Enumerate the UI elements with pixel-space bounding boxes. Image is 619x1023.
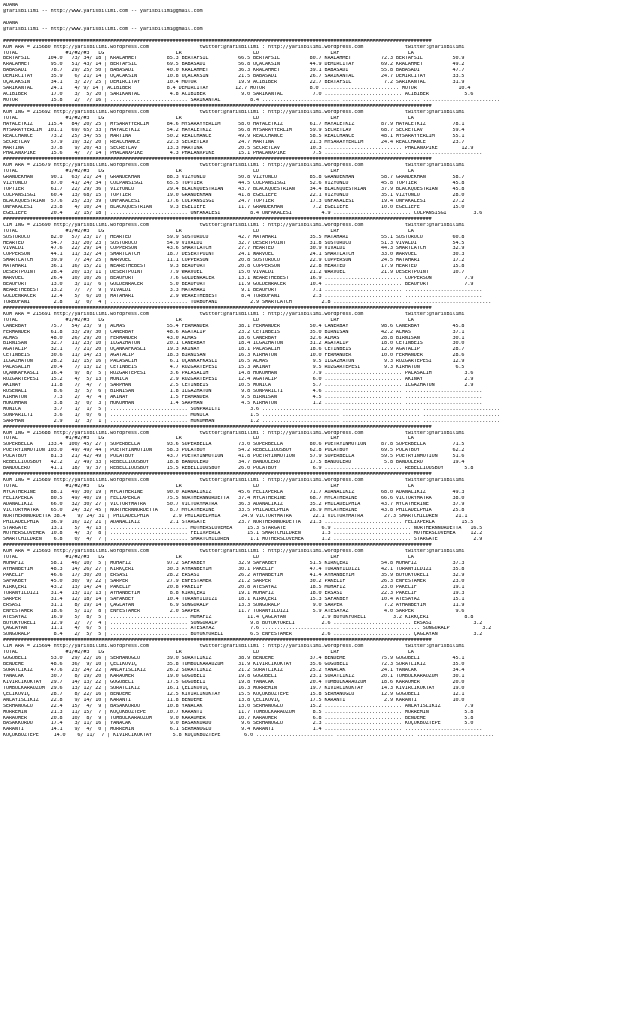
horse-row: BABASADI 78.7 29/ 25/ 50 | BABASADI 40.0 KRALAHMET 36.3 KRALAHMET 39.1 BABASADI 55.8 BABASADI 47.7 <box>3 68 465 74</box>
horse-row: ÇAGLAYAN 11.1 4/ 6/ 5 | .......................... ATESAYAZ 7.6 .......................... .......................... SUNGURALP 3.2 <box>3 626 492 632</box>
horse-row: BEAUFORT 13.0 3/ 11/ 6 | GOLDENRACER 5.0 BEAUFORT 11.9 GOLDENRACER 10.4 .......................... BEAUFORT 7.9 <box>3 282 474 288</box>
section-divider: ################################################################################################################################################ <box>3 638 432 644</box>
horse-row: SERHANOGLU 22.4 15/ 4/ 9 | BASAKKURDU 10.8 YANACAK 13.0 SERHANOGLU 15.2 .......................... ANLAYISLIKIZ 7.9 <box>3 703 474 709</box>
column-header-row: TOTAL #1/#2/#3 LG LR LD LRF LA <box>3 436 414 442</box>
horse-row: FERMANDER 61.8 33/ 29/ 30 | CANERBAY 48.6 AGATALIP 23.2 CETINBEIS 35.0 BIRNISAN 42.2 ALMAS 37.1 <box>3 329 465 335</box>
horse-row: PAKELIF 46.6 17/ 30/ 20 | ERSASI 28.2 ERSASI 26.2 AYHANBEYIM 41.4 AYHANBEYIM 35.9 BÜYÜKYÖRELI 32.9 <box>3 573 465 578</box>
horse-row: ADANALIKIZ 66.0 32/ 30/ 27 | VICTORYMATRA 50.7 VICTORYMATRA 36.3 ADANALIKIZ 35.2 PHILADELPHIA 43.7 MYCATHERINE 37.9 <box>3 501 465 507</box>
horse-row: POLATBOY 81.3 21/ 42/ 49 | POLATBOY 43.7 POETRYINMOTION 41.8 POETRYINMOTION 57.9 SUPERBELLA 59.5 POETRYINMOTION 51.6 <box>3 454 465 460</box>
horse-row: VIVALDI 47.6 22/ 29/ 14 | COPPERSON 43.6 SMARTLATCH 27.7 HEARTED 30.9 VIVALDI 44.3 SMARTLATCH 32.9 <box>3 246 465 252</box>
horse-row: MYCATHERINE 88.1 49/ 30/ 19 | MYCATHERINE 90.0 ADANALIKIZ 45.6 FELIXPERLA 71.7 ADANALIKIZ 68.0 ADANALIKIZ 49.3 <box>3 489 465 495</box>
race-header: KUM ING = 215688 http://yarisbilimi.wordpress.com twitter:@YarisBilimi : http://yarisbilimi.wordpress.com twitter:@YarisBilimi <box>3 430 465 436</box>
horse-row: ATESAYAZ 16.9 5/ 8/ 5 | .......................... MUHAFIZ 11.4 ÇAGLAYAN 2.9 BÜYÜKYÖRELI 3.2 KIRKÇERI 8.8 <box>3 614 474 620</box>
horse-row: DESERTPOINT 28.4 20/ 13/ 11 | DESERTPOINT 7.9 WARVOEL 15.0 VIVALDI 21.2 WARVOEL 21.9 DESERTPOINT 10.7 <box>3 270 465 276</box>
horse-row: YANACAK 30.7 8/ 19/ 20 | KARAÖMER 19.0 GÖGÜBELI 19.8 GÖGÜBELI 23.1 SÜRATLIKIZ 20.1 TUMBULKARAÜZÜM 30.1 <box>3 673 465 679</box>
horse-row: SUSTURUCU 82.0 57/ 23/ 17 | HEARTED 59.9 SUSTURUCU 42.7 MATAHARI 35.5 MATAHARI 55.1 SUSTURUCU 60.8 <box>3 234 465 240</box>
race-header: KUM ARA = 215693 http://yarisbilimi.wordpress.com twitter:@YarisBilimi : http://yarisbilimi.wordpress.com twitter:@YarisBilimi <box>3 549 465 555</box>
horse-row: SARPER 31.4 12/ 18/ 14 | SAFAKBEY 10.4 TURANYILDIZI 18.1 KIRKÇERI 15.3 SAFAKBEY 10.4 ATESAYAZ 15.1 <box>3 596 465 602</box>
horse-row: HAYALETKIZ 115.4 84/ 20/ 25 | MYSARAYYERLIM 84.6 MYSARAYYERLIM 58.0 HAYALETKIZ 61.7 HAYALETKIZ 87.9 HAYALETKIZ 78.1 <box>3 121 465 127</box>
horse-row: TURBOFANI 2.8 1/ 0/ 4 | .......................... TURBOFANI 2.9 SMARTLATCH 2.8 .......................... .......................... <box>3 299 492 305</box>
horse-row: RUSENALI 8.6 3/ 5/ 6 | BIRNISAN 1.8 ILGAZHATUN 9.8 SONPARILTI 4.6 .......................... .......................... <box>3 388 483 394</box>
horse-row: PHILADELPHIA 36.9 16/ 12/ 21 | ADANALIKIZ 2.1 STARGATE 23.7 NORTHERNNURDETTA 21.3 .......................... FELIXPERLA 15.5 <box>3 519 474 525</box>
horse-row: COLPANSISGI 60.4 13/ 68/ 15 | TOPTIER 19.0 GRANDEKHAN 41.8 EGELIEFE 22.1 VIZYONLU 35.1 VIZYONLU 28.0 <box>3 193 465 198</box>
column-header-row: TOTAL #1/#2/#3 LG LR LD LRF LA <box>3 317 414 323</box>
horse-row: KÜÇÜKBOZTEPE 14.0 6/ 11/ 7 | KIVIRCIKOKTAY 5.8 KÜÇÜKBOZTEPE 6.0 .......................... .......................... .......................... <box>3 733 495 739</box>
horse-row: VIZYONLU 87.0 41/ 24/ 34 | COLPANSISGI 65.5 TOPTIER 44.5 COLPANSISGI 52.6 VIZYONLU 45.8 TOPTIER 45.8 <box>3 181 465 187</box>
horse-row: POETRYINMOTION 103.0 49/ 49/ 44 | POETRYINMOTION 58.3 POLATBOY 54.2 REBELLIOUSBOY 62.8 POLATBOY 69.5 POLATBOY 62.2 <box>3 448 465 454</box>
horse-row: MOTHERSLOVEMEA 10.8 4/ 3/ 8 | .......................... FELIXPERLA 15.1 SMARTCHILDREN 1.3 .......................... MOTHERSLOVEMEA 12.2 <box>3 531 483 537</box>
horse-row: ALMAS 48.0 26/ 29/ 20 | FERMANDER 43.0 ALMAS 18.6 CANERBAY 32.6 ALMAS 28.8 BIRNISAN 30.1 <box>3 335 465 341</box>
horse-row: HÜKÜMHAN 3.8 3/ 0/ 3 | HÜKÜMHAN 1.4 SARPHAN 4.5 KIRHATUN 1.2 .......................... .......................... <box>3 400 483 406</box>
section-divider: ################################################################################################################################################ <box>3 305 432 311</box>
venue-title: ADANA <box>3 3 18 8</box>
horse-row: ANLAYISLIKIZ 22.8 9/ 14/ 10 | KARANTI 11.8 BENDEME 13.8 ÇELIKOVIÇ 17.5 KARANTI 2.9 KARANTI 10.0 <box>3 697 465 703</box>
horse-row: FELIXPERLA 80.5 49/ 40/ 19 | FELIXPERLA 75.5 NORTHERNNURDETTA 37.4 MYCATHERINE 68.7 MYCATHERINE 66.6 VICTORYMATRA 38.0 <box>3 495 465 501</box>
column-header-row: TOTAL #1/#2/#3 LG LR LD LRF LA <box>3 115 414 121</box>
section-divider: ################################################################################################################################################ <box>3 157 432 163</box>
horse-row: NORTHERNNURDETTA 38.4 9/ 24/ 31 | PHILADELPHIA 2.9 PHILADELPHIA 24.9 VICTORYMATRA 22.1 VICTORYMATRA 27.3 SMARTCHILDREN 21.1 <box>3 513 468 519</box>
horse-row: AYHANBEYIM 48.3 14/ 26/ 27 | KIRKÇERI 30.3 AYHANBEYIM 30.1 PAKELIF 47.4 TURANYILDIZI 42.1 TURANYILDIZI 35.8 <box>3 567 465 573</box>
horse-row: VICTORYMATRA 65.0 24/ 32/ 45 | NORTHERNNURDETTA 8.7 MYCATHERINE 33.5 PHILADELPHIA 26.9 MYCATHERINE 43.8 PHILADELPHIA 25.8 <box>3 507 465 513</box>
column-header-row: TOTAL #1/#2/#3 LG LR LD LRF LA <box>3 483 414 489</box>
horse-row: KIRKÇERI 43.2 13/ 14/ 24 | PAKELIF 20.8 PAKELIF 20.8 ATESAYAZ 18.5 MUHAFIZ 23.0 PAKELIF 19.1 <box>3 584 465 590</box>
horse-row: MYSARAYYERLIM 101.1 69/ 65/ 33 | HAYALETKIZ 54.2 HAYALETKIZ 56.8 MYSARAYYERLIM 59.9 SECRETLAV 68.7 SECRETLAV 59.4 <box>3 127 465 133</box>
source-credit: @YarisBilimi -- http://www.yarisbilimi.com -- yarisbilimi@gmail.com <box>3 8 203 14</box>
horse-row: REBELLIOUSBOY 42.2 2/ 49/ 33 | REBELLIOUSBOY 18.8 BANDOLERO 34.7 BANDOLERO 17.5 BANDOLERO 5.8 BANDOLERO 19.4 <box>3 460 465 466</box>
source-credit: @YarisBilimi -- http://www.yarisbilimi.com -- yarisbilimi@gmail.com <box>3 26 203 32</box>
horse-row: KIVIRCIKOKTAY 29.7 14/ 13/ 22 | GÖGÜBELI 17.5 GÖGÜBELI 19.8 YANACAK 20.4 TUMBULKARAÜZÜM 18.6 KARAÖMER 20.0 <box>3 679 465 685</box>
race-header: KUM ING = 215692 http://yarisbilimi.wordpress.com twitter:@YarisBilimi : http://yarisbilimi.wordpress.com twitter:@YarisBilimi <box>3 109 465 115</box>
column-header-row: TOTAL #1/#2/#3 LG LR LD LRF LA <box>3 169 414 175</box>
horse-row: EGELIEFE 20.4 2/ 15/ 18 | .......................... UNFAKALESI 8.4 UNFAKALESI 4.9 .......................... COLPANSISGI 3.6 <box>3 210 483 216</box>
horse-row: PHALANXPIKE 15.6 4/ 7/ 14 | PHALANXPIKE 4.3 PHALANXPIKE 15.1 PHALANXPIKE 7.5 .......................... .......................... <box>3 151 483 157</box>
horse-row: SUNGURALP 8.4 2/ 5/ 5 | .......................... BÜYÜKYÖRELI 6.5 ENFESTAMER 2.6 .......................... ÇAGLAYAN 3.2 <box>3 632 483 638</box>
horse-row: COPPERSON 44.1 11/ 32/ 24 | SMARTLATCH 18.7 DESERTPOINT 24.1 WARVOEL 24.1 SMARTLATCH 33.0 WARVOEL 30.3 <box>3 252 465 258</box>
horse-row: GÖGÜBELI 53.0 29/ 22/ 16 | SERHANOGLU 39.0 SÜRATLIKIZ 38.9 BENDEME 37.4 BENDEME 75.9 GÖGÜBELI 45.1 <box>3 656 465 662</box>
race-header: CIM ARA = 215694 http://yarisbilimi.wordpress.com twitter:@YarisBilimi : http://yarisbilimi.wordpress.com twitter:@YarisBilimi <box>3 644 465 650</box>
race-header: KUM ARA = 215679 http://yarisbilimi.wordpress.com twitter:@YarisBilimi : http://yarisbilimi.wordpress.com twitter:@YarisBilimi <box>3 163 465 169</box>
section-divider: ################################################################################################################################################ <box>3 216 432 222</box>
horse-row: MUHAFIZ 58.1 46/ 10/ 5 | MUHAFIZ 97.2 SAFAKBEY 32.9 SAFAKBEY 51.5 KIRKÇERI 54.8 MUHAFIZ 37.3 <box>3 561 465 567</box>
horse-row: UÇANKAFKASLI 16.4 9/ 8/ 5 | RUZGARTEPESI 3.6 PALASALIH 14.8 HÜKÜMHAN 7.9 .......................... PALASALIH 3.6 <box>3 371 474 377</box>
horse-row: KRALAHMET 95.0 51/ 43/ 14 | BERTAFSIL 69.5 BABASADI 56.8 UÇACAKSIN 44.9 DEMIRCITAY 69.2 KRALAHMET 49.2 <box>3 62 465 68</box>
horse-row: MARTINA 37.8 9/ 20/ 43 | SECRETLAV 13.3 MARTINA 20.5 SECRETLAV 10.3 .......................... PHALANXPIKE 12.9 <box>3 145 474 151</box>
horse-row: GOLDENRACER 12.4 5/ 6/ 10 | MATAHARI 2.9 WEARETHEBEST 8.4 TURBOFANI 2.3 .......................... .......................... <box>3 293 483 299</box>
horse-row: SECRETLAV 57.9 19/ 32/ 20 | REALCHANCE 22.3 SECRETLAV 24.7 MARTINA 21.3 MYSARAYYERLIM 24.4 REALCHANCE 23.7 <box>3 139 465 145</box>
horse-row: AGATALIP 32.1 7/ 21/ 20 | UÇANKAFKASLI 19.3 AKINAY 18.1 PALASALIH 18.6 CETINBEIS 12.9 AGATALIP 28.7 <box>3 347 465 353</box>
horse-row: STARGATE 13.1 5/ 4/ 13 | .......................... MOTHERSLOVEMEA 15.3 STARGATE 6.9 .......................... NORTHERNNURDETTA 16.5 <box>3 525 483 531</box>
horse-row: WARVOEL 26.4 10/ 10/ 26 | BEAUFORT 7.6 GOLDENRACER 13.1 WEARETHEBEST 16.9 .......................... COPPERSON 7.9 <box>3 276 474 282</box>
horse-row: DEMIRCITAY 35.9 6/ 21/ 14 | UÇACAKSIN 10.8 UÇACAKSIN 21.5 BABASADI 26.7 SARIKANTAL 24.7 DEMIRCITAY 33.5 <box>3 74 465 80</box>
section-divider: ################################################################################################################################################ <box>3 543 432 549</box>
horse-row: SAFAKBEY 45.0 30/ 9/ 22 | SARPER 27.9 ENFESTAMER 21.2 SARPER 30.2 PAKELIF 26.3 ENFESTAMER 23.0 <box>3 578 465 584</box>
horse-row: SMARTCHILDREN 6.8 0/ 4/ 7 | .......................... SMARTCHILDREN 1.1 MOTHERSLOVEMEA 1.2 .......................... STARGATE 2.9 <box>3 537 483 543</box>
horse-row: UÇACAKSIN 34.1 3/ 27/ 25 | DEMIRCITAY 10.4 MOTOR 19.9 ACIBIBER 22.7 BERTAFSIL 7.2 SARIKANTAL 31.9 <box>3 80 465 86</box>
horse-row: CETINBEIS 30.6 11/ 14/ 23 | AGATALIP 18.3 BIRNISAN 16.3 KIRHATUN 10.0 FERMANDER 10.0 FERMANDER 28.6 <box>3 353 465 359</box>
column-header-row: TOTAL #1/#2/#3 LG LR LD LRF LA <box>3 50 414 56</box>
venue-title: ADANA <box>3 20 18 26</box>
horse-row: KARAÖMER 20.8 10/ 8/ 9 | TUMBULKARAÜZÜM 9.0 KARAÖMER 10.7 KARAÖMER 6.8 .......................... BENDEME 5.8 <box>3 715 474 721</box>
horse-row: ILGAZHATUN 28.2 12/ 15/ 16 | PALASALIH 6.1 UÇANKAFKASLI 16.5 ALMAS 9.5 ILGAZHATUN 9.3 RUZGARTEPESI 12.9 <box>3 359 465 365</box>
section-divider: ################################################################################################################################################ <box>3 38 432 44</box>
horse-row: MONICA 3.7 1/ 1/ 5 | .......................... SONPARILTI 3.6 .......................... .......................... .......................... <box>3 406 501 412</box>
race-header: CIM ING = 215690 http://yarisbilimi.wordpress.com twitter:@YarisBilimi : http://yarisbilimi.wordpress.com twitter:@YarisBilimi <box>3 222 465 228</box>
horse-row: ENFESTAMER 18.6 5/ 11/ 8 | ENFESTAMER 2.0 SARPER 11.7 TURANYILDIZI 5.9 ATESAYAZ 4.0 SARPER 9.6 <box>3 608 465 614</box>
horse-row: TUMBULKARAÜZÜM 29.6 13/ 12/ 22 | SÜRATLIKIZ 16.1 ÇELIKOVIÇ 16.3 MÜRREMIN 19.7 KIVIRCIKOKTAY 14.3 KIVIRCIKOKTAY 19.0 <box>3 685 465 691</box>
horse-row: PALASALIH 20.4 7/ 13/ 12 | CETINBEIS 4.7 RUZGARTEPESI 15.3 AKINAY 9.5 RUZGARTEPESI 9.3 KIRHATUN 6.5 <box>3 365 465 371</box>
horse-row: TOPTIER 61.7 22/ 29/ 36 | VIZYONLU 29.4 BLACKQUESTRIAN 43.7 BLACKQUESTRIAN 34.4 BLACKQUESTRIAN 37.9 BLACKQUESTRIAN 45.8 <box>3 187 465 193</box>
horse-row: CANERBAY 75.7 54/ 23/ 9 | ALMAS 55.4 FERMANDER 38.1 FERMANDER 50.4 CANERBAY 98.6 CANERBAY 45.8 <box>3 323 465 329</box>
horse-row: MÜRREMIN 21.3 11/ 15/ 7 | KÜÇÜKBOZTEPE 10.7 KARANTI 11.7 TUMBULKARAÜZÜM 8.5 .......................... MÜRREMIN 5.8 <box>3 709 474 715</box>
horse-row: BERTAFSIL 104.0 73/ 34/ 18 | KRALAHMET 85.3 BERTAFSIL 66.5 BERTAFSIL 80.7 KRALAHMET 72.3 BERTAFSIL 50.9 <box>3 56 465 62</box>
horse-row: SÜRATLIKIZ 47.6 23/ 24/ 22 | ANLAYISLIKIZ 26.2 SÜRATLIKIZ 21.2 SÜRATLIKIZ 25.2 YANACAK 24.1 YANACAK 34.4 <box>3 668 465 673</box>
horse-row: MOTOR 15.8 2/ 7/ 16 | .......................... SARIKANTAL 8.4 .......................... .......................... .......................... <box>3 98 501 103</box>
horse-row: REALCHANCE 73.2 25/ 34/ 55 | MARTINA 50.2 REALCHANCE 49.9 REALCHANCE 58.5 REALCHANCE 48.1 MYSARAYYERLIM 55.1 <box>3 133 465 139</box>
horse-row: RUZGARTEPESI 15.2 4/ 5/ 13 | MONICA 2.9 RUZGARTEPESI 12.4 AGATALIP 6.0 .......................... AKINAY 2.9 <box>3 377 474 383</box>
column-header-row: TOTAL #1/#2/#3 LG LR LD LRF LA <box>3 650 414 656</box>
horse-row: GRANDEKHAN 90.1 63/ 21/ 24 | GRANDEKHAN 88.3 VIZYONLU 50.8 VIZYONLU 85.8 GRANDEKHAN 58.7 GRANDEKHAN 58.7 <box>3 175 465 181</box>
horse-row: KIRHATUN 7.3 2/ 4/ 4 | AKINAY 1.5 FERMANDER 9.5 BIRNISAN 4.5 .......................... .......................... <box>3 394 483 400</box>
horse-row: BENDEME 48.6 36/ 9/ 10 | ÇELIKOVIÇ 35.8 TUMBULKARAÜZÜM 31.9 KIVIRCIKOKTAY 35.6 GÖGÜBELI 72.3 SÜRATLIKIZ 35.0 <box>3 662 465 668</box>
section-divider: ################################################################################################################################################ <box>3 103 432 109</box>
horse-row: ACIBIBER 17.0 3/ 5/ 20 | SARIKANTAL 4.8 ACIBIBER 9.0 SARIKANTAL 7.0 .......................... ACIBIBER 5.6 <box>3 92 474 98</box>
horse-row: BASAKKURDU 17.4 3/ 11/ 16 | YANACAK 9.0 BASAKKURDU 9.6 SERHANOGLU 2.3 .......................... KÜÇÜKBOZTEPE 5.0 <box>3 721 474 727</box>
horse-row: WEARETHEBEST 13.2 7/ 7/ 9 | VIVALDI 3.3 MATAHARI 9.1 BEAUFORT 7.1 .......................... .......................... <box>3 288 483 293</box>
section-divider: ################################################################################################################################################ <box>3 424 432 430</box>
horse-row: ERSASI 31.1 8/ 19/ 14 | ÇAGLAYAN 6.9 SUNGURALP 13.3 SUNGURALP 9.0 SARPER 7.2 AYHANBEYIM 11.9 <box>3 602 465 608</box>
horse-row: SARIKANTAL 24.1 4/ 9/ 14 | ACIBIBER 8.4 DEMIRCITAY 12.7 MOTOR 8.0 .......................... MOTOR 10.4 <box>3 86 471 92</box>
column-header-row: TOTAL #1/#2/#3 LG LR LD LRF LA <box>3 555 414 561</box>
horse-row: SMARTLATCH 39.9 7/ 24/ 25 | WARVOEL 11.1 COPPERSON 20.8 SUSTURUCU 22.9 COPPERSON 24.5 MATAHARI 17.2 <box>3 258 465 264</box>
horse-row: UNFAKALESI 23.8 4/ 10/ 24 | BLACKQUESTRIAN 9.3 EGELIEFE 11.7 GRANDEKHAN 7.2 EGELIEFE 10.0 EGELIEFE 15.0 <box>3 204 465 210</box>
horse-row: BÜYÜKYÖRELI 12.9 2/ 7/ 4 | .......................... SUNGURALP 9.8 BÜYÜKYÖRELI 2.6 .......................... ERSASI 3.2 <box>3 620 483 626</box>
column-header-row: TOTAL #1/#2/#3 LG LR LD LRF LA <box>3 228 414 234</box>
horse-row: HEARTED 54.7 31/ 20/ 23 | SUSTURUCU 54.9 VIVALDI 32.7 DESERTPOINT 31.8 SUSTURUCU 51.3 VIVALDI 54.5 <box>3 240 465 246</box>
horse-row: SONPARILTI 3.6 1/ 0/ 6 | .......................... MONICA 1.5 .......................... .......................... .......................... <box>3 412 501 418</box>
horse-row: KARANTI 14.1 9/ 4/ 0 | MÜRREMIN 6.1 SERHANOGLU 9.4 KARANTI 1.4 .......................... .......................... <box>3 727 483 733</box>
horse-row: BANDOLERO 41.1 18/ 9/ 37 | REBELLIOUSBOY 15.5 REBELLIOUSBOY 26.0 POLATBOY 6.9 .......................... REBELLIOUSBOY 5.8 <box>3 466 474 472</box>
horse-row: BLACKQUESTRIAN 57.6 25/ 23/ 39 | UNFAKALESI 17.6 COLPANSISGI 24.7 TOPTIER 17.3 UNFAKALESI 19.4 UNFAKALESI 27.2 <box>3 198 465 204</box>
horse-row: SUPERBELLA 133.4 100/ 45/ 27 | SUPERBELLA 93.6 SUPERBELLA 73.0 SUPERBELLA 80.6 POETRYINMOTION 87.8 SUPERBELLA 71.5 <box>3 442 465 448</box>
horse-row: SARPHAN 2.9 1/ 3/ 1 | .......................... HÜKÜMHAN 1.2 .......................... .......................... .......................... <box>3 418 501 424</box>
race-header: KUM ING = 215689 http://yarisbilimi.wordpress.com twitter:@YarisBilimi : http://yarisbilimi.wordpress.com twitter:@YarisBilimi <box>3 478 465 483</box>
horse-row: TURANYILDIZI 31.4 13/ 11/ 13 | AYHANBEYIM 8.8 KIRKÇERI 19.1 MUHAFIZ 18.0 ERSASI 22.3 PAKELIF 19.3 <box>3 590 465 596</box>
horse-row: BIRNISAN 32.7 11/ 23/ 10 | ILGAZHATUN 20.1 CANERBAY 18.4 ILGAZHATUN 31.2 AGATALIP 18.0 CETINBEIS 30.0 <box>3 341 465 347</box>
race-header: KUM ARA = 215691 http://yarisbilimi.wordpress.com twitter:@YarisBilimi : http://yarisbilimi.wordpress.com twitter:@YarisBilimi <box>3 311 465 317</box>
horse-row: MATAHARI 36.1 16/ 15/ 21 | WEARETHEBEST 9.3 BEAUFORT 20.8 COPPERSON 22.8 HEARTED 17.9 HEARTED 15.8 <box>3 264 465 270</box>
horse-row: AKINAY 11.8 7/ 4/ 7 | SARPHAN 2.5 CETINBEIS 10.5 MONICA 5.7 .......................... ILGAZHATUN 2.9 <box>3 383 474 388</box>
section-divider: ################################################################################################################################################ <box>3 472 432 478</box>
race-header: KUM ARA = 215680 http://yarisbilimi.wordpress.com twitter:@YarisBilimi : http://yarisbilimi.wordpress.com twitter:@YarisBilimi <box>3 44 465 50</box>
horse-row: ÇELIKOVIÇ 28.7 8/ 22/ 16 | BENDEME 12.5 KIVIRCIKOKTAY 15.5 KÜÇÜKBOZTEPE 15.8 SERHANOGLU 12.9 GÖGÜBELI 12.1 <box>3 691 465 697</box>
